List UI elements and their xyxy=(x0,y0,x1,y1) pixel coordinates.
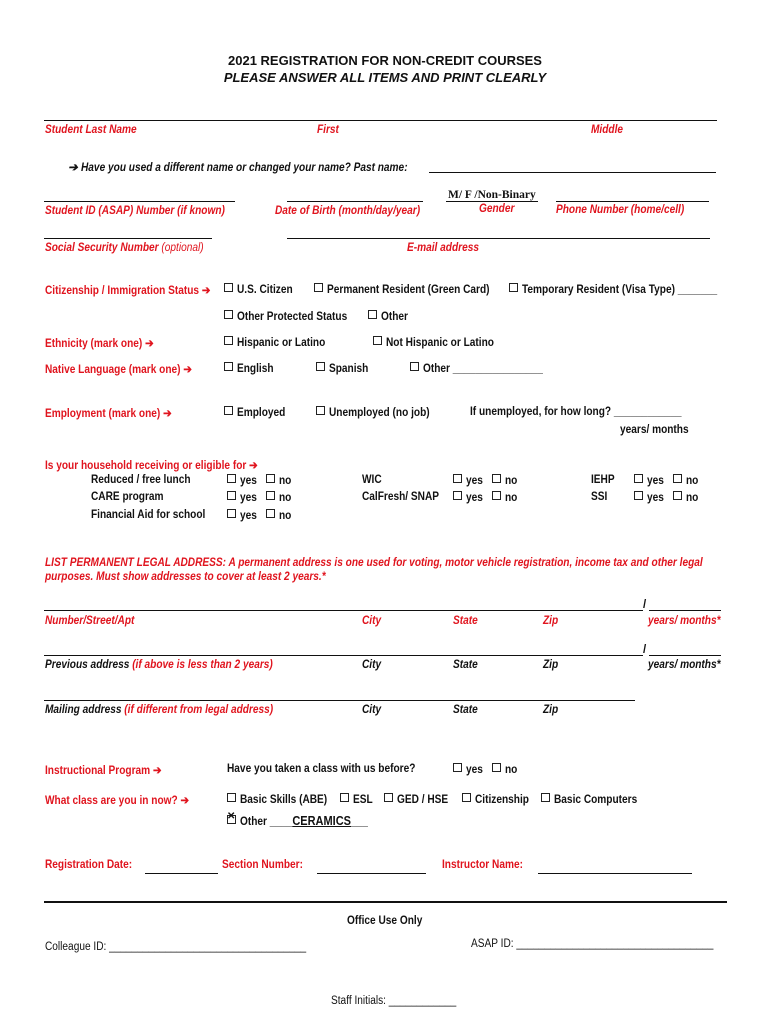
staff-initials-field[interactable]: Staff Initials: ____________ xyxy=(331,995,457,1007)
checkbox-icon[interactable] xyxy=(492,474,501,483)
previous-city-label: City xyxy=(362,659,382,671)
checkbox-icon[interactable] xyxy=(340,793,349,802)
hispanic-option[interactable]: Hispanic or Latino xyxy=(224,336,337,349)
checkbox-icon[interactable] xyxy=(492,763,501,772)
past-name-label: Have you used a different name or changed your name? Past name: xyxy=(80,162,408,174)
taken-class-no[interactable]: no xyxy=(492,763,519,776)
program-wic: WIC xyxy=(362,474,382,486)
program-ssi: SSI xyxy=(591,491,608,503)
aid-no[interactable]: no xyxy=(266,509,293,522)
colleague-id-field[interactable]: Colleague ID: ___________________________________ xyxy=(45,941,307,953)
asap-id-field[interactable]: ASAP ID: ___________________________________ xyxy=(471,938,714,950)
form-subtitle: PLEASE ANSWER ALL ITEMS AND PRINT CLEARLY xyxy=(223,70,547,85)
program-calfresh: CalFresh/ SNAP xyxy=(362,491,440,503)
street-label: Number/Street/Apt xyxy=(45,615,135,627)
checkbox-icon[interactable] xyxy=(509,283,518,292)
employed-option[interactable]: Employed xyxy=(224,406,292,419)
state-label: State xyxy=(453,615,478,627)
temporary-resident-option[interactable]: Temporary Resident (Visa Type) _______ xyxy=(509,283,744,296)
instructional-program-label: Instructional Program ➔ xyxy=(45,765,162,777)
checkbox-icon[interactable] xyxy=(316,362,325,371)
duration-field[interactable] xyxy=(649,610,721,611)
class-other-option[interactable]: ✕Other ____CERAMICS___ xyxy=(227,814,385,828)
citizenship-class-option[interactable]: Citizenship xyxy=(462,793,536,806)
language-other-option[interactable]: Other ________________ xyxy=(410,362,559,375)
english-option[interactable]: English xyxy=(224,362,279,375)
checkbox-icon[interactable] xyxy=(368,310,377,319)
not-hispanic-option[interactable]: Not Hispanic or Latino xyxy=(373,336,509,349)
citizenship-label: Citizenship / Immigration Status ➔ xyxy=(45,285,211,297)
calfresh-yes[interactable]: yes xyxy=(453,491,485,504)
checkbox-icon[interactable] xyxy=(224,362,233,371)
checkbox-icon[interactable] xyxy=(227,509,236,518)
office-use-title: Office Use Only xyxy=(347,915,423,927)
previous-zip-label: Zip xyxy=(543,659,559,671)
ssn-field[interactable] xyxy=(44,238,212,239)
checkbox-icon[interactable] xyxy=(224,310,233,319)
previous-address-field[interactable] xyxy=(44,655,643,656)
previous-duration-field[interactable] xyxy=(649,655,721,656)
other-class-value[interactable]: CERAMICS xyxy=(292,814,351,828)
checkbox-icon[interactable] xyxy=(224,406,233,415)
arrow-icon: ➔ xyxy=(68,162,78,174)
checkbox-icon[interactable] xyxy=(634,491,643,500)
middle-name-label: Middle xyxy=(591,124,624,136)
mailing-address-note: (if different from legal address) xyxy=(124,704,274,716)
student-id-label: Student ID (ASAP) Number (if known) xyxy=(45,205,225,217)
email-field[interactable] xyxy=(287,238,710,239)
email-label: E-mail address xyxy=(407,242,480,254)
checkbox-icon[interactable] xyxy=(673,474,682,483)
checkbox-icon[interactable] xyxy=(266,474,275,483)
basic-computers-option[interactable]: Basic Computers xyxy=(541,793,649,806)
checkbox-icon[interactable] xyxy=(266,491,275,500)
form-title: 2021 REGISTRATION FOR NON-CREDIT COURSES xyxy=(228,53,542,68)
calfresh-no[interactable]: no xyxy=(492,491,519,504)
esl-option[interactable]: ESL xyxy=(340,793,375,806)
iehp-no[interactable]: no xyxy=(673,474,700,487)
years-months-label: years/ months* xyxy=(648,615,721,627)
taken-class-question: Have you taken a class with us before? xyxy=(227,763,416,775)
household-label: Is your household receiving or eligible for ➔ xyxy=(45,460,258,472)
current-class-label: What class are you in now? ➔ xyxy=(45,795,190,807)
checkbox-icon[interactable] xyxy=(224,336,233,345)
phone-field[interactable] xyxy=(556,201,709,202)
dob-label: Date of Birth (month/day/year) xyxy=(275,205,421,217)
citizen-option[interactable]: U.S. Citizen xyxy=(224,283,300,296)
checkbox-icon[interactable] xyxy=(266,509,275,518)
aid-yes[interactable]: yes xyxy=(227,509,259,522)
phone-label: Phone Number (home/cell) xyxy=(556,204,685,216)
mailing-state-label: State xyxy=(453,704,478,716)
registration-date-label: Registration Date xyxy=(45,859,129,871)
lunch-yes[interactable]: yes xyxy=(227,474,259,487)
past-name-field[interactable] xyxy=(429,172,716,173)
ged-option[interactable]: GED / HSE xyxy=(384,793,455,806)
instructor-name-field[interactable] xyxy=(538,873,692,874)
mailing-city-label: City xyxy=(362,704,382,716)
checkbox-icon[interactable] xyxy=(453,763,462,772)
spanish-option[interactable]: Spanish xyxy=(316,362,374,375)
gender-field[interactable] xyxy=(446,201,538,202)
lunch-no[interactable]: no xyxy=(266,474,293,487)
mailing-address-field[interactable] xyxy=(44,700,635,701)
checkbox-icon[interactable] xyxy=(227,474,236,483)
dob-field[interactable] xyxy=(287,201,423,202)
checkbox-icon[interactable] xyxy=(314,283,323,292)
program-care: CARE program xyxy=(91,491,164,503)
instructor-name-label: Instructor Name: xyxy=(442,859,523,871)
wic-yes[interactable]: yes xyxy=(453,474,485,487)
care-yes[interactable]: yes xyxy=(227,491,259,504)
section-number-field[interactable] xyxy=(317,873,426,874)
student-id-field[interactable] xyxy=(44,201,235,202)
mailing-address-label: Mailing address xyxy=(45,704,125,716)
checkbox-icon[interactable] xyxy=(227,491,236,500)
ssn-optional: (optional) xyxy=(161,242,204,254)
permanent-resident-option[interactable]: Permanent Resident (Green Card) xyxy=(314,283,512,296)
checkbox-icon[interactable] xyxy=(373,336,382,345)
mailing-zip-label: Zip xyxy=(543,704,559,716)
program-reduced-lunch: Reduced / free lunch xyxy=(91,474,191,486)
last-name-label: Student Last Name xyxy=(45,124,137,136)
ssn-label: Social Security Number xyxy=(45,242,162,254)
first-name-label: First xyxy=(317,124,339,136)
address-instructions: LIST PERMANENT LEGAL ADDRESS: A permanent address is one used for voting, motor vehicle registration, income tax and other legal purposes. Must show addresses to cover at least 2 years.* xyxy=(45,557,703,583)
program-financial-aid: Financial Aid for school xyxy=(91,509,206,521)
unemployed-option[interactable]: Unemployed (no job) xyxy=(316,406,443,419)
program-iehp: IEHP xyxy=(591,474,615,486)
registration-date-field[interactable] xyxy=(145,873,218,874)
gender-options: M/ F /Non-Binary xyxy=(448,189,536,201)
gender-label: Gender xyxy=(479,203,515,215)
checkbox-icon[interactable] xyxy=(224,283,233,292)
checkbox-icon[interactable] xyxy=(462,793,471,802)
ssi-yes[interactable]: yes xyxy=(634,491,666,504)
taken-class-yes[interactable]: yes xyxy=(453,763,485,776)
checkbox-icon[interactable] xyxy=(541,793,550,802)
previous-address-note: (if above is less than 2 years) xyxy=(132,659,273,671)
checked-box-icon[interactable] xyxy=(227,815,236,824)
section-number-label: Section Number: xyxy=(222,859,303,871)
care-no[interactable]: no xyxy=(266,491,293,504)
checkbox-icon[interactable] xyxy=(227,793,236,802)
unemployed-duration-label: If unemployed, for how long? ____________ xyxy=(470,406,682,418)
city-label: City xyxy=(362,615,382,627)
previous-state-label: State xyxy=(453,659,478,671)
slash-separator: / xyxy=(643,644,647,656)
previous-address-label: Previous address xyxy=(45,659,133,671)
native-language-label: Native Language (mark one) ➔ xyxy=(45,364,192,376)
office-divider xyxy=(44,901,727,903)
checkbox-icon[interactable] xyxy=(634,474,643,483)
slash-separator: / xyxy=(643,599,647,611)
checkbox-icon[interactable] xyxy=(492,491,501,500)
checkbox-icon[interactable] xyxy=(673,491,682,500)
ssi-no[interactable]: no xyxy=(673,491,700,504)
other-protected-option[interactable]: Other Protected Status xyxy=(224,310,362,323)
checkbox-icon[interactable] xyxy=(453,474,462,483)
checkbox-icon[interactable] xyxy=(316,406,325,415)
basic-skills-option[interactable]: Basic Skills (ABE) xyxy=(227,793,339,806)
wic-no[interactable]: no xyxy=(492,474,519,487)
checkbox-icon[interactable] xyxy=(410,362,419,371)
iehp-yes[interactable]: yes xyxy=(634,474,666,487)
zip-label: Zip xyxy=(543,615,559,627)
name-field[interactable] xyxy=(44,120,717,121)
duration-units: years/ months xyxy=(620,424,689,436)
previous-years-label: years/ months* xyxy=(648,659,721,671)
street-address-field[interactable] xyxy=(44,610,643,611)
employment-label: Employment (mark one) ➔ xyxy=(45,408,172,420)
checkbox-icon[interactable] xyxy=(453,491,462,500)
citizenship-other-option[interactable]: Other xyxy=(368,310,412,323)
ethnicity-label: Ethnicity (mark one) ➔ xyxy=(45,338,154,350)
checkbox-icon[interactable] xyxy=(384,793,393,802)
